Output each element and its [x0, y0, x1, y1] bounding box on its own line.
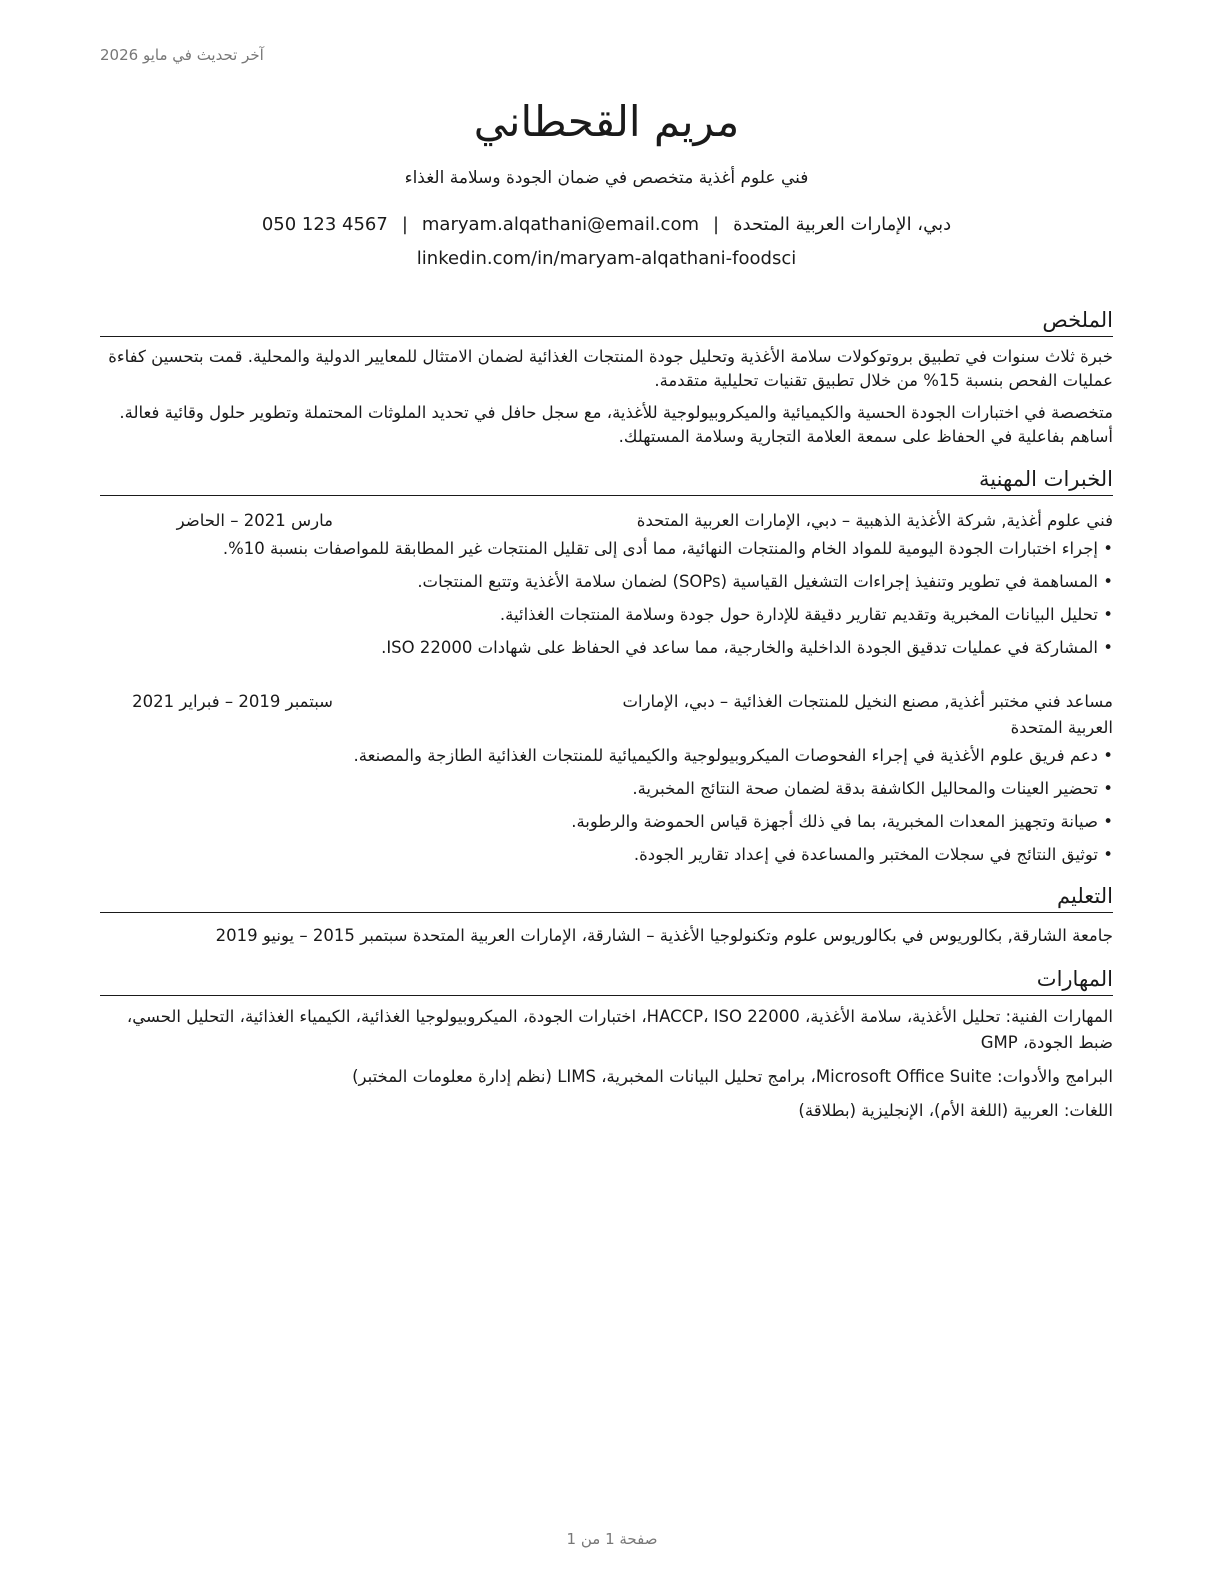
- job-header: [100, 508, 1113, 534]
- skills-languages: اللغات: العربية (اللغة الأم)، الإنجليزية (بطلاقة): [798, 1101, 1113, 1120]
- summary-heading: الملخص: [100, 306, 1113, 337]
- contact-separator: |: [713, 214, 720, 235]
- contact-linkedin[interactable]: linkedin.com/in/maryam-alqathani-foodsci: [416, 248, 797, 269]
- contact-email[interactable]: maryam.alqathani@email.com: [421, 214, 699, 235]
- job-location: [333, 508, 583, 534]
- skills-technical: المهارات الفنية: تحليل الأغذية، سلامة الأغذية، HACCP، ISO 22000، اختبارات الجودة، الميكروبيولوجيا الغذائية، الكيمياء الغذائية، التحليل الحسي، ضبط الجودة، GMP: [126, 1007, 1113, 1052]
- job-bullets: [100, 743, 1113, 868]
- list-item: • صيانة وتجهيز المعدات المخبرية، بما في ذلك أجهزة قياس الحموضة والرطوبة.: [100, 809, 1113, 835]
- list-item: • دعم فريق علوم الأغذية في إجراء الفحوصات الميكروبيولوجية والكيميائية للمنتجات الغذائية الطازجة والمصنعة.: [100, 743, 1113, 769]
- list-item: • المشاركة في عمليات تدقيق الجودة الداخلية والخارجية، مما ساعد في الحفاظ على شهادات ISO 22000.: [100, 635, 1113, 661]
- contact-block: [100, 208, 1113, 276]
- contact-phone[interactable]: 050 123 4567: [261, 214, 388, 235]
- job-dates: مارس 2021 – الحاضر: [176, 511, 333, 530]
- job-location: [333, 689, 583, 741]
- job-title: مساعد فني مختبر أغذية, مصنع النخيل للمنتجات الغذائية – دبي، الإمارات العربية المتحدة: [622, 692, 1113, 737]
- experience-heading: الخبرات المهنية: [100, 465, 1113, 496]
- last-updated: آخر تحديث في مايو 2026: [100, 46, 264, 64]
- list-item: • المساهمة في تطوير وتنفيذ إجراءات التشغيل القياسية (SOPs) لضمان سلامة الأغذية وتتبع المنتجات.: [100, 569, 1113, 595]
- contact-line: [100, 208, 1113, 242]
- education-entry: جامعة الشارقة, بكالوريوس في بكالوريوس علوم وتكنولوجيا الأغذية – الشارقة، الإمارات العربية المتحدة سبتمبر 2015 – يونيو 2019: [215, 926, 1113, 945]
- skills-software: البرامج والأدوات: Microsoft Office Suite، برامج تحليل البيانات المخبرية، LIMS (نظم إدارة معلومات المختبر): [352, 1067, 1113, 1086]
- job-dates: سبتمبر 2019 – فبراير 2021: [132, 692, 333, 711]
- skills-heading: المهارات: [100, 965, 1113, 996]
- list-item: • تحليل البيانات المخبرية وتقديم تقارير دقيقة للإدارة حول جودة وسلامة المنتجات الغذائية.: [100, 602, 1113, 628]
- candidate-name: مريم القحطاني: [473, 97, 740, 146]
- job-title: فني علوم أغذية, شركة الأغذية الذهبية – دبي، الإمارات العربية المتحدة: [636, 511, 1113, 530]
- summary-paragraph: خبرة ثلاث سنوات في تطبيق بروتوكولات سلامة الأغذية وتحليل جودة المنتجات الغذائية لضمان الامتثال للمعايير الدولية والمحلية. قمت بتحسين كفاءة عمليات الفحص بنسبة 15% من خلال تطبيق تقنيات تحليلية متقدمة.: [108, 347, 1113, 390]
- list-item: • توثيق النتائج في سجلات المختبر والمساعدة في إعداد تقارير الجودة.: [100, 842, 1113, 868]
- resume-content: [100, 90, 1113, 1124]
- education-heading: التعليم: [100, 882, 1113, 913]
- page-number: صفحة 1 من 1: [566, 1530, 658, 1548]
- contact-separator: |: [401, 214, 408, 235]
- job-bullets: [100, 536, 1113, 661]
- contact-location: دبي، الإمارات العربية المتحدة: [733, 214, 952, 235]
- summary-paragraph: متخصصة في اختبارات الجودة الحسية والكيميائية والميكروبيولوجية للأغذية، مع سجل حافل في تحديد الملوثات المحتملة وتطوير حلول وقائية فعالة. أساهم بفاعلية في الحفاظ على سمعة العلامة التجارية وسلامة المستهلك.: [119, 403, 1113, 446]
- job-header: [100, 689, 1113, 741]
- candidate-title: فني علوم أغذية متخصص في ضمان الجودة وسلامة الغذاء: [404, 168, 809, 188]
- list-item: • إجراء اختبارات الجودة اليومية للمواد الخام والمنتجات النهائية، مما أدى إلى تقليل المنتجات غير المطابقة للمواصفات بنسبة 10%.: [100, 536, 1113, 562]
- list-item: • تحضير العينات والمحاليل الكاشفة بدقة لضمان صحة النتائج المخبرية.: [100, 776, 1113, 802]
